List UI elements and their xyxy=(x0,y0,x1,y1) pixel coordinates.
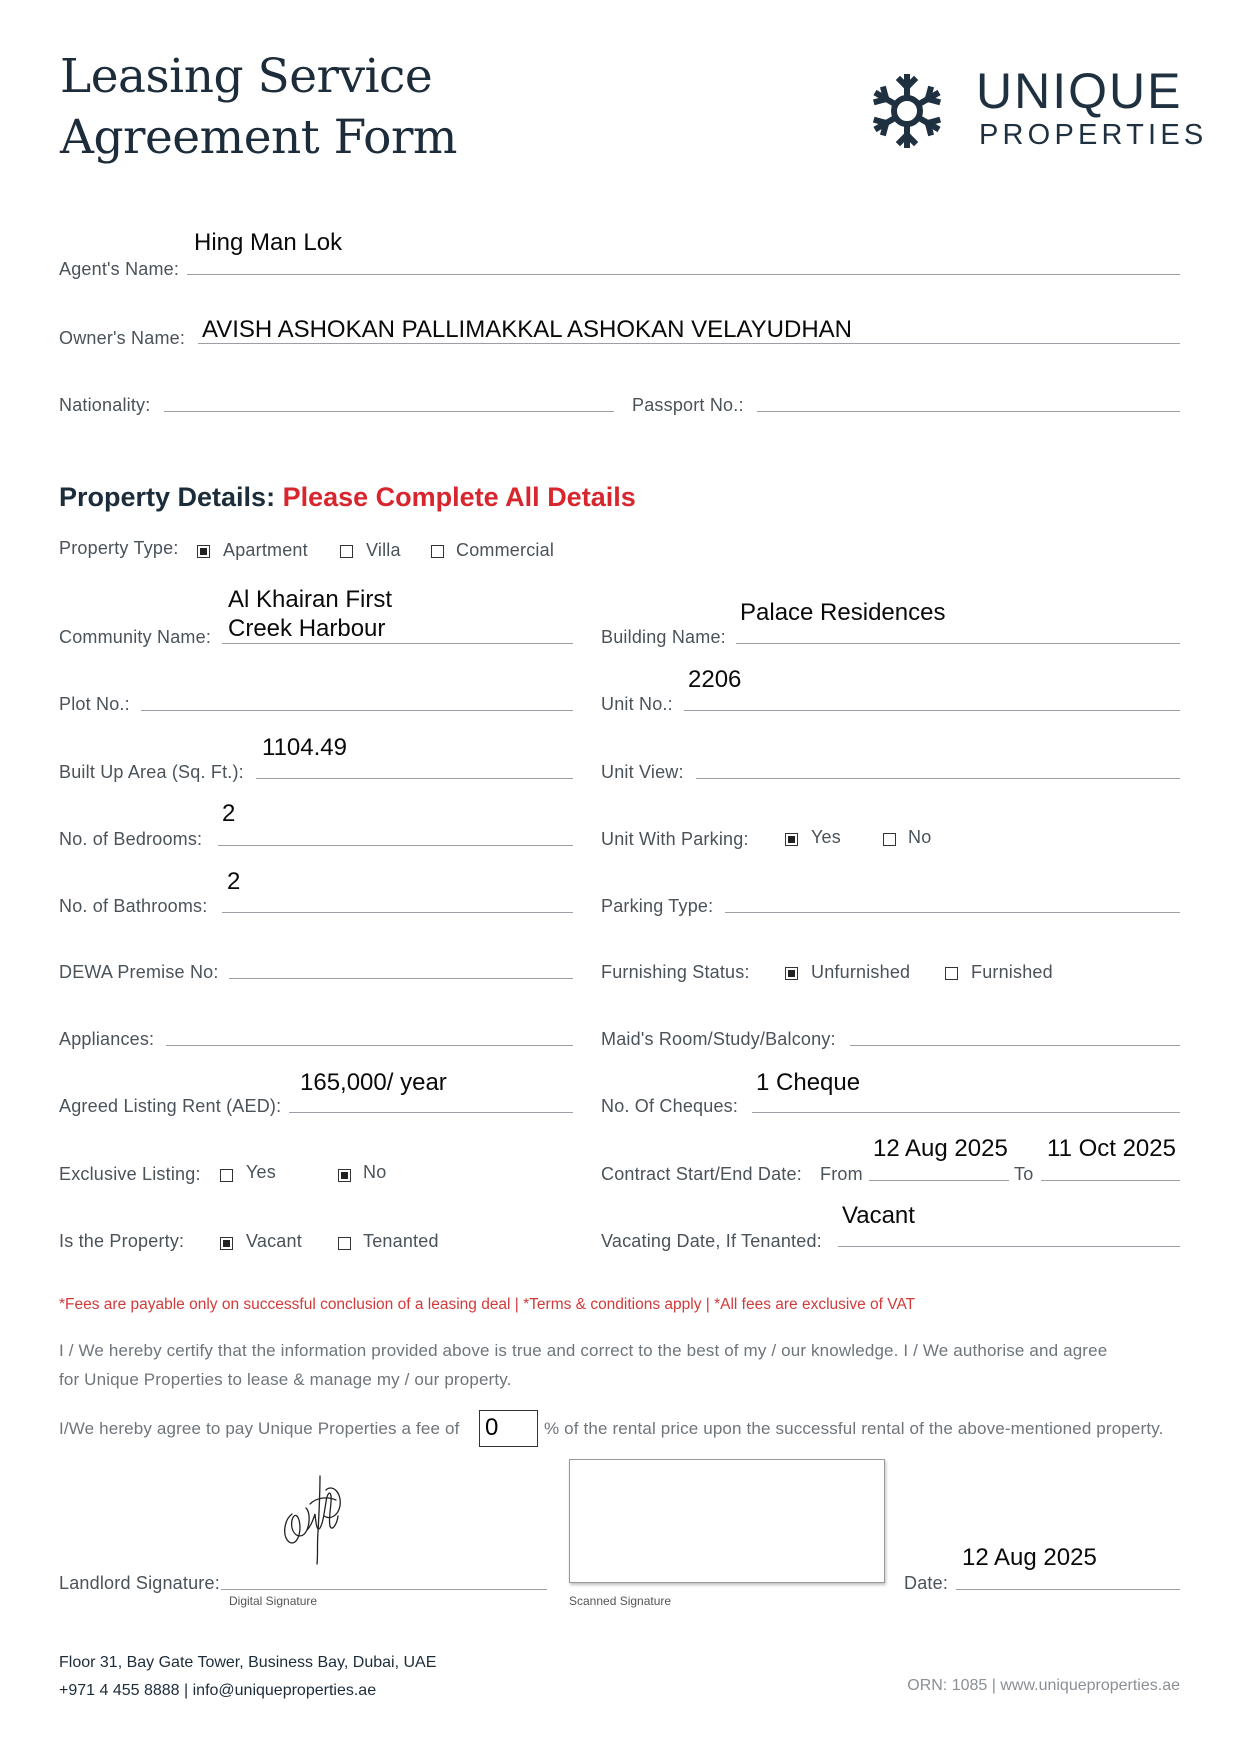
fee-prefix: I/We hereby agree to pay Unique Properties a fee of xyxy=(59,1419,460,1438)
cheques-label: No. Of Cheques: xyxy=(601,1096,739,1116)
contract-end-line xyxy=(1041,1180,1180,1181)
apartment-checkbox[interactable] xyxy=(197,545,210,558)
owner-name-value[interactable]: AVISH ASHOKAN PALLIMAKKAL ASHOKAN VELAYUDHAN xyxy=(202,316,853,343)
community-line xyxy=(222,643,573,644)
contract-to-label: To xyxy=(1014,1164,1034,1184)
unit-view-label: Unit View: xyxy=(601,762,684,782)
landlord-signature-label: Landlord Signature: xyxy=(59,1573,220,1593)
unit-view-line[interactable] xyxy=(696,778,1180,779)
passport-line[interactable] xyxy=(757,411,1180,412)
contract-from-label: From xyxy=(820,1164,863,1184)
title-line-2: Agreement Form xyxy=(60,110,457,165)
certification-line-1: I / We hereby certify that the information provided above is true and correct to the best of my / our knowledge. I / We authorise and agree xyxy=(59,1341,1108,1360)
building-label: Building Name: xyxy=(601,627,726,647)
property-status-label: Is the Property: xyxy=(59,1231,185,1251)
parking-type-line[interactable] xyxy=(725,912,1180,913)
parking-label: Unit With Parking: xyxy=(601,829,749,849)
furnishing-label: Furnishing Status: xyxy=(601,962,750,982)
cheques-value[interactable]: 1 Cheque xyxy=(756,1069,861,1096)
exclusive-yes-checkbox[interactable] xyxy=(220,1169,233,1182)
signature-date-line xyxy=(956,1589,1180,1590)
signature-date-value[interactable]: 12 Aug 2025 xyxy=(962,1544,1097,1571)
company-logo-icon xyxy=(868,72,946,150)
building-line xyxy=(736,643,1180,644)
villa-checkbox[interactable] xyxy=(340,545,353,558)
tenanted-checkbox[interactable] xyxy=(338,1237,351,1250)
property-details-heading xyxy=(59,481,636,513)
property-heading-note: Please Complete All Details xyxy=(282,482,636,512)
nationality-line[interactable] xyxy=(164,411,614,412)
vacating-line xyxy=(838,1246,1180,1247)
bathrooms-line xyxy=(222,912,573,913)
landlord-signature-line xyxy=(221,1589,547,1590)
owner-name-line xyxy=(198,343,1180,344)
bedrooms-line xyxy=(218,845,573,846)
agent-name-line xyxy=(187,274,1180,275)
unit-value[interactable]: 2206 xyxy=(688,666,742,693)
parking-type-label: Parking Type: xyxy=(601,896,714,916)
parking-yes-label: Yes xyxy=(811,827,841,847)
maid-room-line[interactable] xyxy=(850,1045,1180,1046)
exclusive-no-checkbox[interactable] xyxy=(338,1169,351,1182)
unfurnished-label: Unfurnished xyxy=(811,962,911,982)
exclusive-yes-label: Yes xyxy=(246,1162,276,1182)
fee-percent-input[interactable]: 0 xyxy=(479,1410,538,1447)
logo-name: UNIQUE xyxy=(976,63,1183,119)
commercial-option-label: Commercial xyxy=(456,540,555,560)
agent-name-value[interactable]: Hing Man Lok xyxy=(194,229,343,256)
rent-label: Agreed Listing Rent (AED): xyxy=(59,1096,282,1116)
building-value[interactable]: Palace Residences xyxy=(740,599,946,626)
parking-no-checkbox[interactable] xyxy=(883,833,896,846)
villa-option-label: Villa xyxy=(366,540,401,560)
bedrooms-label: No. of Bedrooms: xyxy=(59,829,203,849)
landlord-signature-image xyxy=(280,1474,350,1566)
dewa-label: DEWA Premise No: xyxy=(59,962,219,982)
nationality-label: Nationality: xyxy=(59,395,151,415)
furnished-label: Furnished xyxy=(971,962,1053,982)
footer-address: Floor 31, Bay Gate Tower, Business Bay, Dubai, UAE xyxy=(59,1654,437,1671)
certification-line-2: for Unique Properties to lease & manage my / our property. xyxy=(59,1370,512,1389)
unfurnished-checkbox[interactable] xyxy=(785,967,798,980)
contract-start-line xyxy=(869,1180,1009,1181)
vacant-label: Vacant xyxy=(246,1231,302,1251)
parking-yes-checkbox[interactable] xyxy=(785,833,798,846)
footer-contact xyxy=(59,1649,436,1705)
vacating-value[interactable]: Vacant xyxy=(842,1202,915,1229)
certification-text xyxy=(59,1336,1199,1394)
plot-line[interactable] xyxy=(141,710,573,711)
community-value-line1[interactable]: Al Khairan First xyxy=(228,586,393,613)
exclusive-no-label: No xyxy=(363,1162,387,1182)
contract-end-value[interactable]: 11 Oct 2025 xyxy=(1047,1135,1176,1162)
tenanted-label: Tenanted xyxy=(363,1231,439,1251)
exclusive-label: Exclusive Listing: xyxy=(59,1164,201,1184)
footer-orn-website: ORN: 1085 | www.uniqueproperties.ae xyxy=(907,1677,1180,1694)
maid-room-label: Maid's Room/Study/Balcony: xyxy=(601,1029,836,1049)
unit-line xyxy=(684,710,1180,711)
parking-no-label: No xyxy=(908,827,932,847)
signature-date-label: Date: xyxy=(904,1573,949,1593)
title-line-1: Leasing Service xyxy=(60,49,433,104)
bedrooms-value[interactable]: 2 xyxy=(222,800,236,827)
bathrooms-label: No. of Bathrooms: xyxy=(59,896,208,916)
scanned-signature-caption: Scanned Signature xyxy=(569,1594,672,1608)
footer-phone-email: +971 4 455 8888 | info@uniqueproperties.ae xyxy=(59,1682,377,1699)
page-title xyxy=(60,46,457,168)
appliances-label: Appliances: xyxy=(59,1029,155,1049)
appliances-line[interactable] xyxy=(166,1045,573,1046)
vacant-checkbox[interactable] xyxy=(220,1237,233,1250)
area-label: Built Up Area (Sq. Ft.): xyxy=(59,762,244,782)
scanned-signature-box[interactable] xyxy=(569,1459,885,1583)
fees-note: *Fees are payable only on successful conclusion of a leasing deal | *Terms & conditions apply | *All fees are exclusive of VAT xyxy=(59,1296,916,1313)
plot-label: Plot No.: xyxy=(59,694,130,714)
rent-value[interactable]: 165,000/ year xyxy=(300,1069,447,1096)
dewa-line[interactable] xyxy=(229,978,573,979)
vacating-label: Vacating Date, If Tenanted: xyxy=(601,1231,822,1251)
furnished-checkbox[interactable] xyxy=(945,967,958,980)
area-value[interactable]: 1104.49 xyxy=(262,734,347,761)
logo-subtitle: PROPERTIES xyxy=(979,119,1208,151)
area-line xyxy=(256,778,573,779)
fee-suffix: % of the rental price upon the successful rental of the above-mentioned property. xyxy=(544,1419,1164,1438)
contract-start-value[interactable]: 12 Aug 2025 xyxy=(873,1136,1008,1162)
cheques-line xyxy=(752,1112,1180,1113)
passport-label: Passport No.: xyxy=(632,395,744,415)
apartment-option-label: Apartment xyxy=(223,540,308,560)
community-value-line2[interactable]: Creek Harbour xyxy=(228,615,386,642)
bathrooms-value[interactable]: 2 xyxy=(227,868,241,895)
owner-name-label: Owner's Name: xyxy=(59,328,186,348)
commercial-checkbox[interactable] xyxy=(431,545,444,558)
agent-name-label: Agent's Name: xyxy=(59,259,180,279)
contract-label: Contract Start/End Date: xyxy=(601,1164,802,1184)
unit-label: Unit No.: xyxy=(601,694,673,714)
digital-signature-caption: Digital Signature xyxy=(229,1594,318,1608)
community-label: Community Name: xyxy=(59,627,212,647)
rent-line xyxy=(289,1112,573,1113)
property-type-label: Property Type: xyxy=(59,538,179,558)
property-heading-text: Property Details: xyxy=(59,482,276,512)
